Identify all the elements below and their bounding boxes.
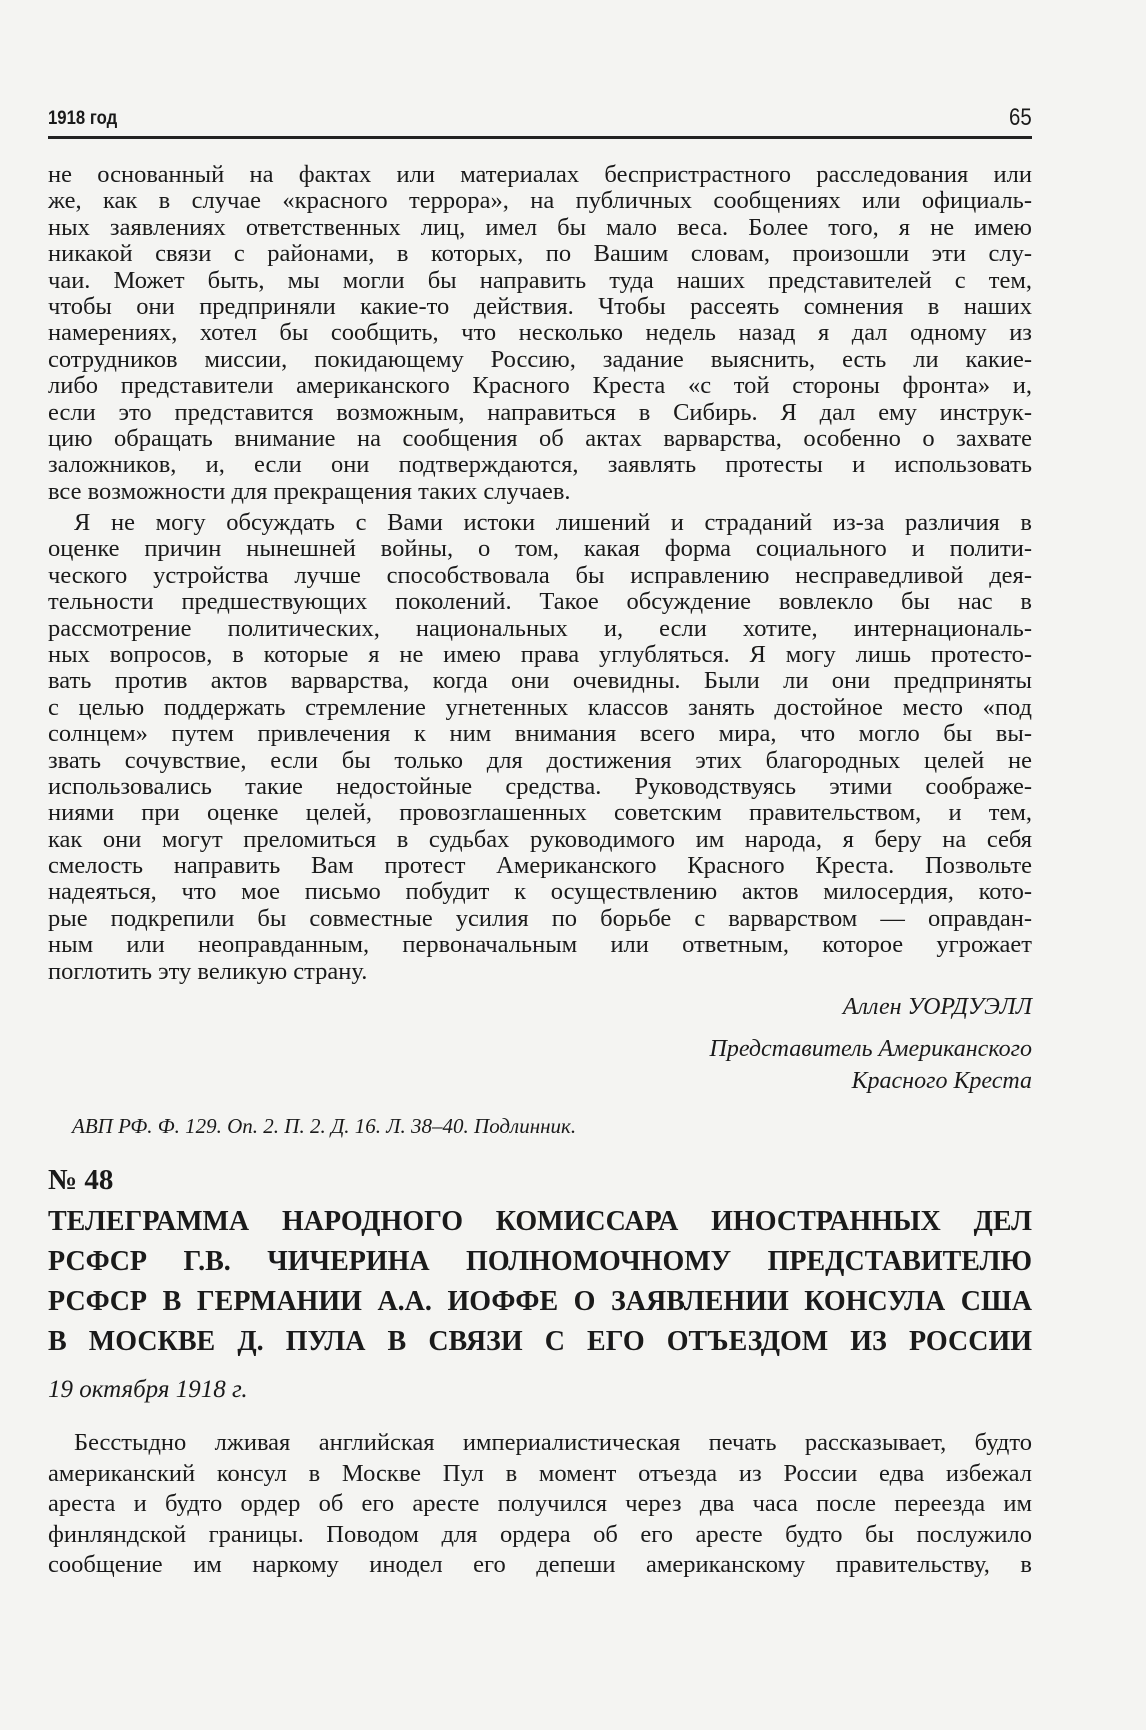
text-line: с целью поддержать стремление угнетенных классов занять достойное место «под xyxy=(48,693,1032,721)
text-line: ТЕЛЕГРАММА НАРОДНОГО КОМИССАРА ИНОСТРАННЫХ ДЕЛ xyxy=(48,1206,1032,1237)
text-line: использовались такие недостойные средства. Руководствуясь этими соображе- xyxy=(48,772,1032,800)
page-number: 65 xyxy=(1009,104,1032,131)
text-line: намерениях, хотел бы сообщить, что несколько недель назад я дал одному из xyxy=(48,319,1032,347)
text-line: если это представится возможным, направиться в Сибирь. Я дал ему инструк- xyxy=(48,398,1032,426)
text-line: заложников, и, если они подтверждаются, заявлять протесты и использовать xyxy=(48,451,1032,479)
text-line: ных вопросов, в которые я не имею права углубляться. Я могу лишь протесто- xyxy=(48,640,1032,668)
text-line: ниями при оценке целей, провозглашенных советским правительством, и тем, xyxy=(48,799,1032,827)
document-date: 19 октября 1918 г. xyxy=(48,1376,248,1403)
text-line: солнцем» путем привлечения к ним внимания всего мира, что могло бы вы- xyxy=(48,720,1032,748)
text-line: чаи. Может быть, мы могли бы направить туда наших представителей с тем, xyxy=(48,266,1032,294)
paragraph-2 xyxy=(48,510,1032,985)
signature-name: Аллен УОРДУЭЛЛ xyxy=(842,994,1032,1020)
text-line: сотрудников миссии, покидающему Россию, задание выяснить, есть ли какие- xyxy=(48,345,1032,373)
text-line: финляндской границы. Поводом для ордера об его аресте будто бы послужило xyxy=(48,1520,1032,1548)
text-line: никакой связи с районами, в которых, по Вашим словам, произошли эти слу- xyxy=(48,240,1032,268)
text-line: все возможности для прекращения таких случаев. xyxy=(48,477,571,505)
text-line: ным или неоправданным, первоначальным или ответным, которое угрожает xyxy=(48,931,1032,959)
text-line: чтобы они предприняли какие-то действия. Чтобы рассеять сомнения в наших xyxy=(48,292,1032,320)
text-line: рые подкрепили бы совместные усилия по борьбе с варварством — оправдан- xyxy=(48,904,1032,932)
text-line: ареста и будто ордер об его аресте получился через два часа после переезда им xyxy=(48,1490,1032,1518)
header-rule xyxy=(48,136,1032,139)
text-line: надеяться, что мое письмо побудит к осуществлению актов милосердия, кото- xyxy=(48,878,1032,906)
document-number: № 48 xyxy=(48,1164,114,1196)
text-line: оценке причин нынешней войны, о том, какая форма социального и полити- xyxy=(48,535,1032,563)
running-header-year: 1918 год xyxy=(48,108,118,129)
document-title xyxy=(48,1202,1032,1362)
text-line: смелость направить Вам протест Американского Красного Креста. Позвольте xyxy=(48,852,1032,880)
text-line: сообщение им наркому инодел его депеши американскому правительству, в xyxy=(48,1551,1032,1579)
text-line: поглотить эту великую страну. xyxy=(48,957,368,985)
archive-reference: АВП РФ. Ф. 129. Оп. 2. П. 2. Д. 16. Л. 38–40. Подлинник. xyxy=(72,1114,577,1138)
text-line: не основанный на фактах или материалах беспристрастного расследования или xyxy=(48,161,1032,188)
text-line: звать сочувствие, если бы только для достижения этих благородных целей не xyxy=(48,746,1032,774)
text-line: либо представители американского Красного Креста «с той стороны фронта» и, xyxy=(48,372,1032,400)
text-line: цию обращать внимание на сообщения об актах варварства, особенно о захвате xyxy=(48,424,1032,452)
text-line: как они могут преломиться в судьбах руководимого им народа, я беру на себя xyxy=(48,825,1032,853)
text-line: же, как в случае «красного террора», на публичных сообщениях или официаль- xyxy=(48,187,1032,215)
text-line: Я не могу обсуждать с Вами истоки лишений и страданий из-за различия в xyxy=(74,509,1032,536)
paragraph-3 xyxy=(48,1428,1032,1581)
text-line: рассмотрение политических, национальных и, если хотите, интернациональ- xyxy=(48,614,1032,642)
text-line: американский консул в Москве Пул в момент отъезда из России едва избежал xyxy=(48,1459,1032,1487)
paragraph-1 xyxy=(48,162,1032,505)
text-line: Бесстыдно лживая английская империалистическая печать рассказывает, будто xyxy=(74,1429,1032,1456)
running-header xyxy=(48,104,1032,134)
text-line: РСФСР В ГЕРМАНИИ А.А. ИОФФЕ О ЗАЯВЛЕНИИ КОНСУЛА США xyxy=(48,1286,1032,1317)
text-line: В МОСКВЕ Д. ПУЛА В СВЯЗИ С ЕГО ОТЪЕЗДОМ ИЗ РОССИИ xyxy=(48,1326,1032,1357)
text-line: РСФСР Г.В. ЧИЧЕРИНА ПОЛНОМОЧНОМУ ПРЕДСТАВИТЕЛЮ xyxy=(48,1246,1032,1277)
text-line: вать против актов варварства, когда они очевидны. Были ли они предприняты xyxy=(48,667,1032,695)
text-line: тельности предшествующих поколений. Такое обсуждение вовлекло бы нас в xyxy=(48,588,1032,616)
text-line: ных заявлениях ответственных лиц, имел бы мало веса. Более того, я не имею xyxy=(48,213,1032,241)
signature-position-2: Красного Креста xyxy=(851,1068,1032,1094)
text-line: ческого устройства лучше способствовала бы исправлению несправедливой дея- xyxy=(48,561,1032,589)
signature-position-1: Представитель Американского xyxy=(709,1036,1032,1062)
